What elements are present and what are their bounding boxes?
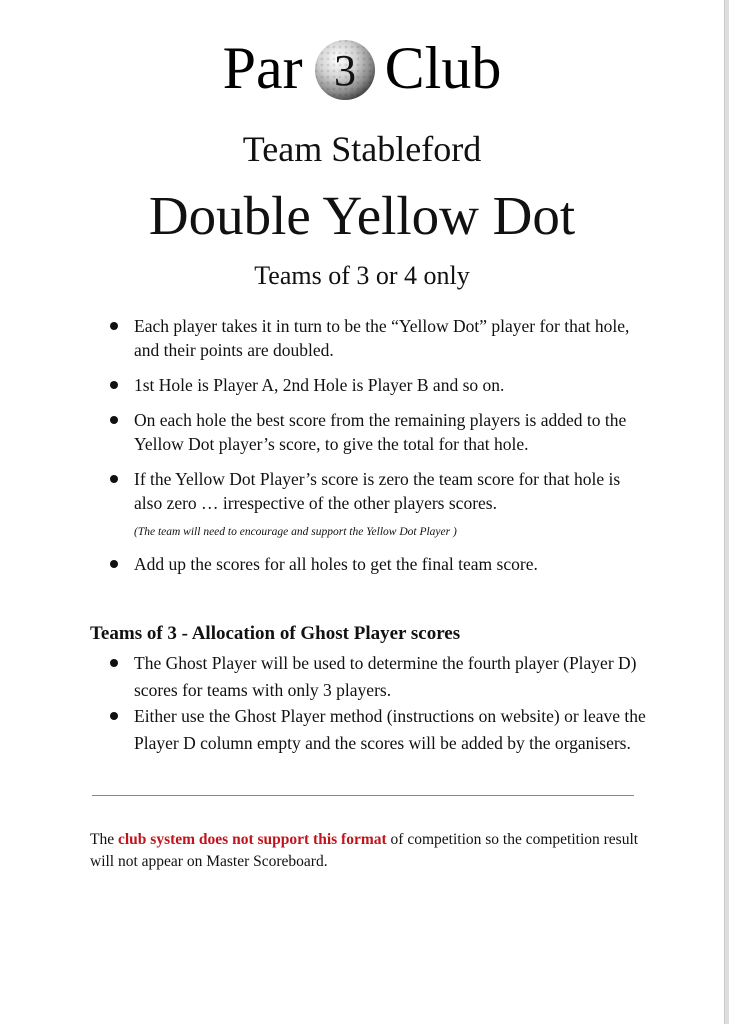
list-item [108,314,648,362]
list-item [108,552,648,576]
ghost-section-heading: Teams of 3 - Allocation of Ghost Player scores [90,623,461,644]
list-item [108,373,648,397]
footer-suffix: of competition so the competition result will not appear on Master Scoreboard. [90,831,639,870]
bullet-icon [110,712,118,720]
bullet-icon [110,416,118,424]
system-support-note [90,829,650,873]
rule-text: If the Yellow Dot Player’s score is zero the team score for that hole is also zero … irrespective of the other players scores. [134,469,621,513]
rule-text: 1st Hole is Player A, 2nd Hole is Player B and so on. [134,375,505,395]
window-edge [725,0,729,1024]
list-item [108,650,648,703]
logo-text-right: Club [384,35,502,101]
logo-ball-number: 3 [333,46,356,95]
bullet-icon [110,659,118,667]
rule-text: Add up the scores for all holes to get the final team score. [134,554,538,574]
rules-list [108,314,648,587]
bullet-icon [110,560,118,568]
ghost-item-text: Either use the Ghost Player method (instructions on website) or leave the Player D column empty and the scores will be added by the organisers. [134,706,646,753]
list-item [108,703,648,756]
team-size-note: Teams of 3 or 4 only [254,261,470,290]
footer-highlight: club system does not support this format [117,831,387,848]
golf-ball-icon [313,38,377,102]
footer-prefix: The [90,831,118,848]
list-item [108,408,648,456]
bullet-icon [110,322,118,330]
rules-note: (The team will need to encourage and support the Yellow Dot Player ) [134,526,457,538]
rule-text: Each player takes it in turn to be the “Yellow Dot” player for that hole, and their points are doubled. [134,316,630,360]
bullet-icon [110,381,118,389]
ghost-item-text: The Ghost Player will be used to determine the fourth player (Player D) scores for teams with only 3 players. [134,653,637,700]
club-logo [0,32,724,104]
section-divider [92,795,634,796]
list-item [108,467,648,515]
format-title: Double Yellow Dot [148,185,576,246]
bullet-icon [110,475,118,483]
format-subtitle: Team Stableford [242,129,482,169]
logo-text-left: Par [222,35,303,101]
rule-text: On each hole the best score from the remaining players is added to the Yellow Dot player’s score, to give the total for that hole. [134,410,627,454]
ghost-list [108,650,648,756]
